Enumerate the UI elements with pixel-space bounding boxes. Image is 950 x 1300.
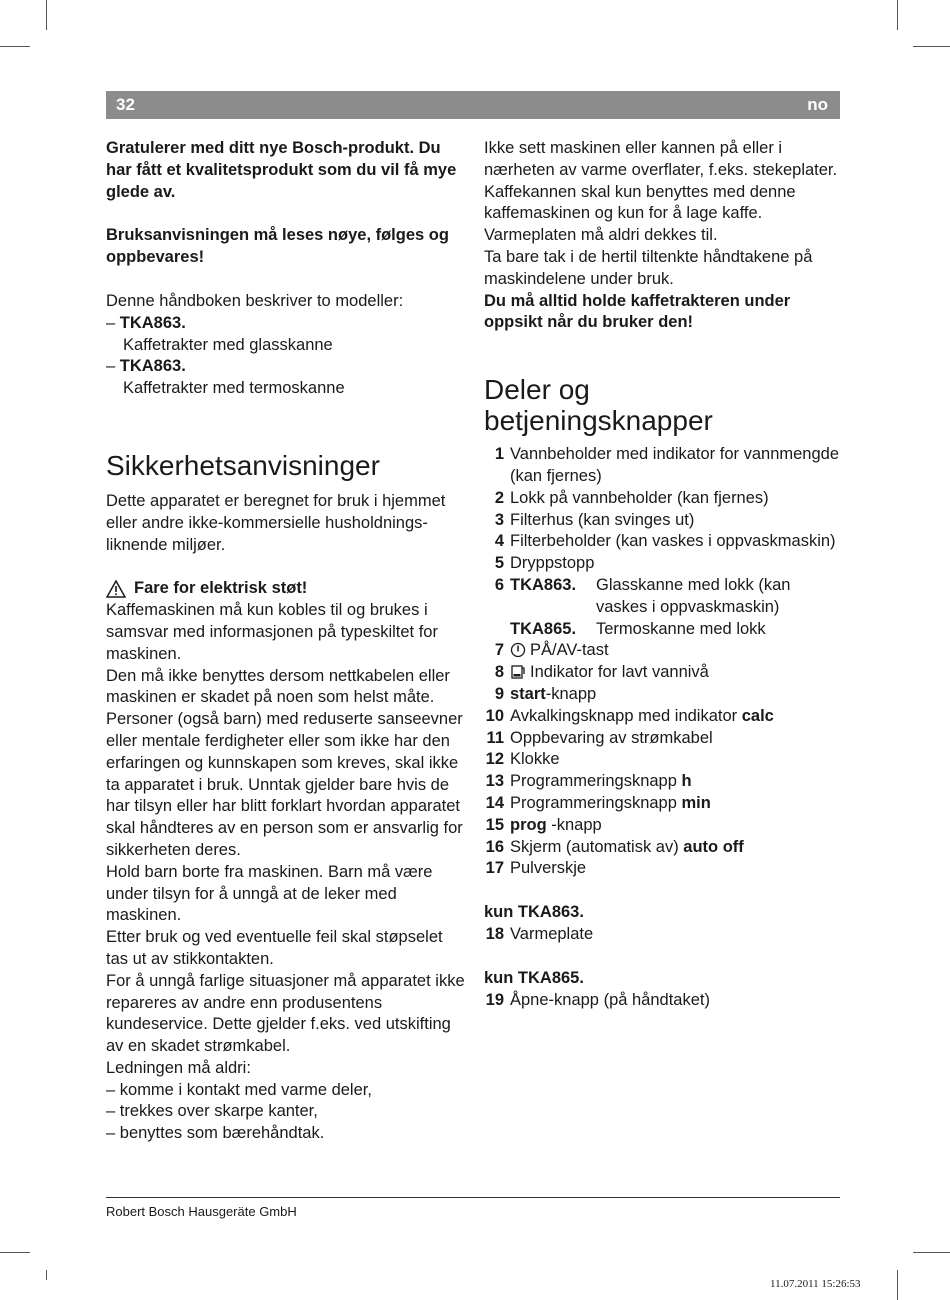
- parts-heading: Deler og betjeningsknapper: [484, 374, 713, 437]
- supervision-note: Du må alltid holde kaffetrakteren under oppsikt når du bruker den!: [484, 291, 791, 332]
- parts-list-item: 7 PÅ/AV-tast: [494, 641, 609, 660]
- footer-divider: [106, 1197, 840, 1198]
- model-desc: Kaffetrakter med glasskanne: [123, 335, 333, 354]
- parts-list-item: 9 start-knapp: [494, 684, 597, 703]
- parts-list-item: 5 Dryppstopp: [494, 554, 595, 573]
- crop-mark: [897, 1270, 898, 1300]
- crop-mark: [913, 1252, 950, 1253]
- cable-rule: – trekkes over skarpe kanter,: [106, 1102, 318, 1121]
- safety-paragraph: For å unngå farlige situasjoner må apparatet ikke repareres av andre enn produsentens kundeservice. Dette gjelder f.eks. ved utskifting av en skadet strømkabel.: [106, 971, 465, 1056]
- cable-rule: – komme i kontakt med varme deler,: [106, 1080, 372, 1099]
- language-code: no: [807, 95, 828, 114]
- crop-mark: [46, 0, 47, 30]
- parts-list-item: 1 Vannbeholder med indikator for vannmengde (kan fjernes): [494, 445, 839, 485]
- parts-list-item: 6 TKA863. Glasskanne med lokk (kan vaskes i oppvaskmaskin): [494, 575, 791, 616]
- models-intro: Denne håndboken beskriver to modeller:: [106, 291, 404, 310]
- right-column: [484, 138, 844, 1011]
- page-number: 32: [116, 95, 135, 114]
- parts-list-item: TKA865. Termoskanne med lokk: [510, 619, 766, 638]
- parts-list-item: 3 Filterhus (kan svinges ut): [494, 510, 695, 529]
- low-water-icon: [510, 664, 526, 680]
- intro-congrats: Gratulerer med ditt nye Bosch-produkt. Du har fått et kvalitetsprodukt som du vil få mye glede av.: [106, 139, 457, 201]
- hot-surface-note: Ikke sett maskinen eller kannen på eller i nærheten av varme overflater, f.eks. stekeplater. Kaffekannen skal kun benyttes med denne kaffemaskinen og kun for å lage kaffe.: [484, 139, 838, 223]
- crop-mark: [897, 0, 898, 30]
- left-column: [106, 138, 466, 1145]
- hotplate-note: Varmeplaten må aldri dekkes til.: [484, 226, 718, 245]
- safety-intro: Dette apparatet er beregnet for bruk i hjemmet eller andre ikke-kommersielle husholdnings-liknende miljøer.: [106, 491, 446, 554]
- crop-mark: [0, 46, 30, 47]
- safety-paragraph: Den må ikke benyttes dersom nettkabelen eller maskinen er skadet på noen som helst måte.: [106, 666, 450, 707]
- parts-list-item: 2 Lokk på vannbeholder (kan fjernes): [494, 488, 769, 507]
- page-header-bar: [106, 91, 840, 119]
- safety-paragraph: Kaffemaskinen må kun kobles til og brukes i samsvar med informasjonen på typeskiltet for maskinen.: [106, 601, 438, 663]
- cable-rule: – benyttes som bærehåndtak.: [106, 1124, 325, 1143]
- parts-list-item: 15 prog -knapp: [485, 815, 602, 834]
- safety-paragraph: Personer (også barn) med reduserte sanseevner eller mentale ferdigheter eller som ikke har den erfaringen og kunnskapen som kreves, skal ikke ta apparatet i bruk. Unntak gjelder bare hvis de har tilsyn eller har blitt forklart hvordan apparatet skal håndteres av en person som er ansvarlig for sikkerheten deres.: [106, 710, 463, 859]
- crop-mark: [46, 1270, 47, 1280]
- parts-list-item: 16 Skjerm (automatisk av) auto off: [485, 837, 744, 856]
- model-desc: Kaffetrakter med termoskanne: [123, 379, 345, 398]
- parts-list-item: 18 Varmeplate: [485, 924, 594, 943]
- parts-list-item: 13 Programmeringsknapp h: [485, 772, 692, 791]
- model-item: – TKA863.: [106, 313, 186, 332]
- intro-read-manual: Bruksanvisningen må leses nøye, følges og oppbevares!: [106, 226, 449, 267]
- safety-paragraph: Etter bruk og ved eventuelle feil skal støpselet tas ut av stikkontakten.: [106, 928, 443, 968]
- footer-company: Robert Bosch Hausgeräte GmbH: [106, 1204, 297, 1219]
- warning-title: Fare for elektrisk støt!: [134, 579, 308, 598]
- parts-list-item: 19 Åpne-knapp (på håndtaket): [485, 990, 710, 1009]
- model-item: – TKA863.: [106, 357, 186, 376]
- parts-list-item: 8 Indikator for lavt vannivå: [494, 663, 709, 682]
- warning-triangle-icon: [106, 580, 126, 598]
- crop-mark: [913, 46, 950, 47]
- safety-paragraph: Hold barn borte fra maskinen. Barn må være under tilsyn for å unngå at de leker med maskinen.: [106, 862, 433, 925]
- parts-list-item: 11 Oppbevaring av strømkabel: [486, 728, 713, 747]
- handles-note: Ta bare tak i de hertil tiltenkte håndtakene på maskindelene under bruk.: [484, 247, 813, 288]
- power-icon: [510, 642, 526, 658]
- parts-list-item: 14 Programmeringsknapp min: [485, 793, 711, 812]
- print-timestamp: 11.07.2011 15:26:53: [770, 1278, 861, 1290]
- only-tka865-label: kun TKA865.: [484, 968, 584, 987]
- parts-list-item: 17 Pulverskje: [485, 859, 587, 878]
- safety-paragraph: Ledningen må aldri:: [106, 1058, 251, 1077]
- safety-heading: Sikkerhetsanvisninger: [106, 449, 380, 481]
- warning-title-row: [106, 578, 466, 600]
- only-tka863-label: kun TKA863.: [484, 903, 584, 922]
- parts-list-item: 12 Klokke: [485, 750, 560, 769]
- parts-list-item: 10 Avkalkingsknapp med indikator calc: [485, 706, 774, 725]
- parts-list-item: 4 Filterbeholder (kan vaskes i oppvaskmaskin): [494, 532, 836, 551]
- crop-mark: [0, 1252, 30, 1253]
